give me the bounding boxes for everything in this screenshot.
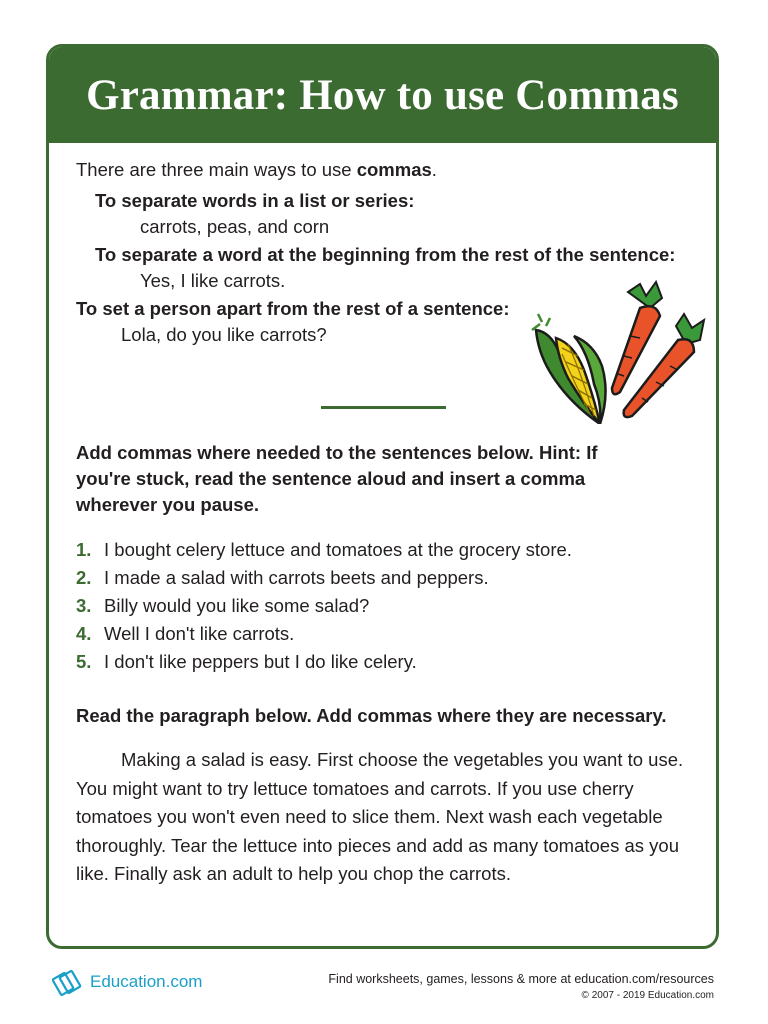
item-text: I don't like peppers but I do like celery. (104, 651, 417, 672)
rule-heading: To separate a word at the beginning from the rest of the sentence: (95, 244, 676, 265)
exercise1-instructions: Add commas where needed to the sentences below. Hint: If (76, 442, 598, 463)
intro-after: . (431, 159, 437, 180)
exercise2-instruction: Read the paragraph below. Add commas where they are necessary. (76, 705, 667, 726)
exercise1-instructions: wherever you pause. (76, 494, 260, 515)
brand-logo[interactable] (52, 965, 202, 999)
item-text: I bought celery lettuce and tomatoes at the grocery store. (104, 539, 572, 560)
brand-name: Education.com (90, 972, 203, 991)
education-logo-icon (52, 965, 86, 999)
item-number: 1. (76, 539, 92, 560)
item-number: 2. (76, 567, 92, 588)
exercise1-instructions: you're stuck, read the sentence aloud and insert a comma (76, 468, 586, 489)
section-divider (321, 406, 446, 409)
corn-and-carrots-illustration (528, 274, 708, 424)
list-item (76, 566, 489, 590)
list-item (76, 594, 369, 618)
item-number: 5. (76, 651, 92, 672)
footer-tagline[interactable]: Find worksheets, games, lessons & more at education.com/resources (328, 972, 714, 986)
rule-example: Lola, do you like carrots? (121, 324, 327, 345)
rule-example: carrots, peas, and corn (140, 216, 330, 237)
list-item (76, 622, 294, 646)
footer-copyright: © 2007 - 2019 Education.com (581, 990, 714, 1001)
rule-heading: To set a person apart from the rest of a sentence: (76, 298, 510, 319)
rule-heading: To separate words in a list or series: (95, 190, 415, 211)
title-banner (49, 47, 716, 143)
list-item (76, 650, 417, 674)
exercise2-paragraph: Making a salad is easy. First choose the vegetables you want to use. You might want to try lettuce tomatoes and carrots. If you use cherry tomatoes you won't even need to slice them. Next wash each vegetable thoroughly. Tear the lettuce into pieces and add as many tomatoes as you like. Finally ask an adult to help you chop the carrots. (76, 749, 684, 884)
item-number: 3. (76, 595, 92, 616)
item-text: Billy would you like some salad? (104, 595, 370, 616)
intro-text (76, 158, 437, 182)
rule-example: Yes, I like carrots. (140, 270, 286, 291)
page-title: Grammar: How to use Commas (86, 71, 679, 119)
item-text: Well I don't like carrots. (104, 623, 295, 644)
item-number: 4. (76, 623, 92, 644)
item-text: I made a salad with carrots beets and peppers. (104, 567, 489, 588)
list-item (76, 538, 572, 562)
corn-icon (532, 314, 606, 424)
intro-bold: commas (356, 159, 432, 180)
intro-before: There are three main ways to use (76, 159, 357, 180)
